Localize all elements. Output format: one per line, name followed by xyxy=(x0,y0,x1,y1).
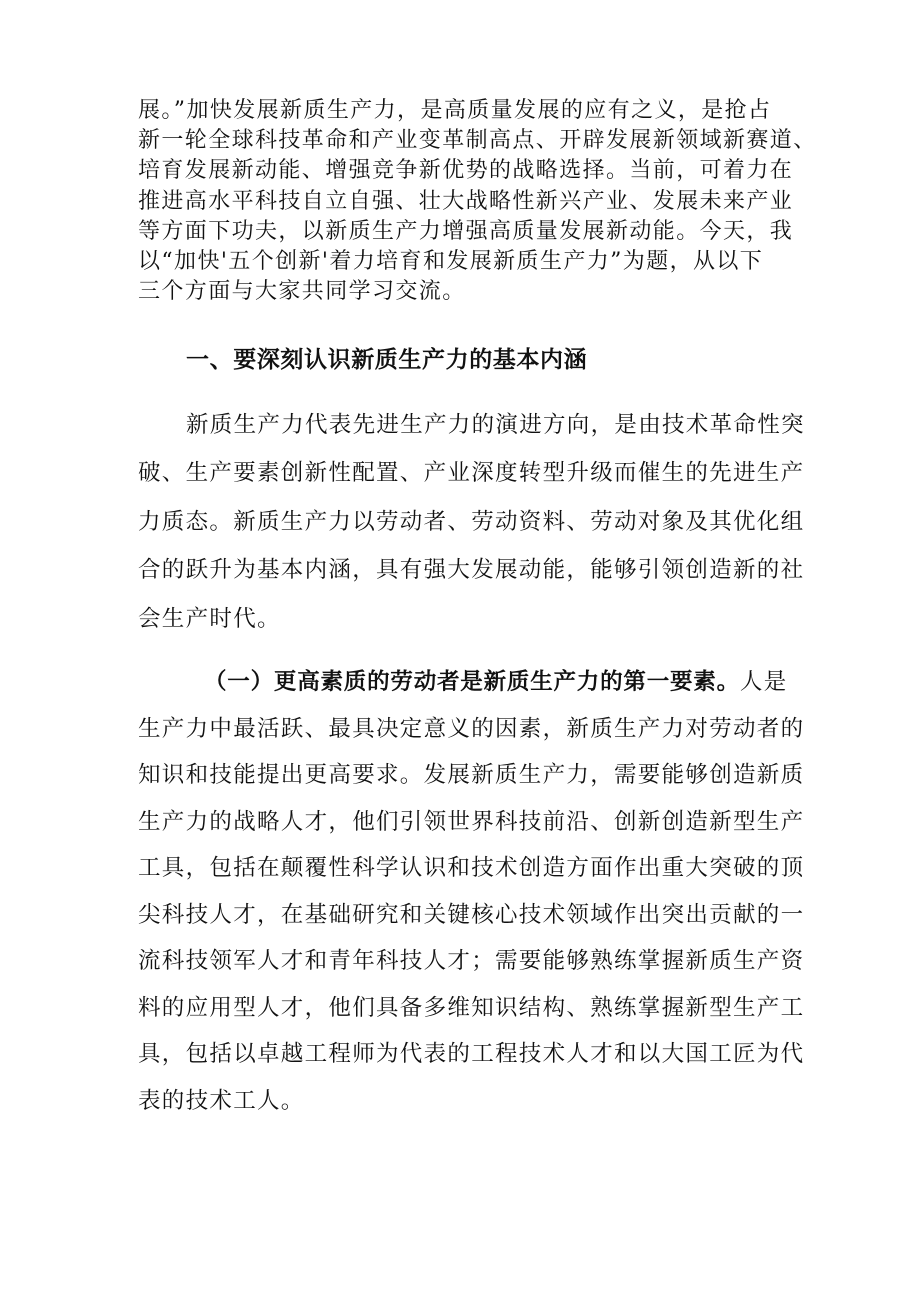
paragraph-line: 具，包括以卓越工程师为代表的工程技术人才和以大国工匠为代 xyxy=(138,1041,805,1067)
paragraph-line: 料的应用型人才，他们具备多维知识结构、熟练掌握新型生产工 xyxy=(138,994,805,1021)
lead-line-rest: 人是 xyxy=(739,669,788,695)
paragraph-line: 知识和技能提出更高要求。发展新质生产力，需要能够创造新质 xyxy=(138,762,805,788)
intro-line: 新一轮全球科技革命和产业变革制高点、开辟发展新领域新赛道、 xyxy=(138,128,817,154)
subsection-heading: （一）更高素质的劳动者是新质生产力的第一要素。 xyxy=(204,669,740,695)
intro-paragraph xyxy=(138,96,828,307)
intro-line: 等方面下功夫，以新质生产力增强高质量发展新动能。今天，我 xyxy=(138,218,794,244)
intro-line: 展。”加快发展新质生产力，是高质量发展的应有之义，是抢占 xyxy=(138,98,772,123)
paragraph-line: 生产力的战略人才，他们引领世界科技前沿、创新创造新型生产 xyxy=(138,808,805,835)
paragraph-line: 表的技术工人。 xyxy=(138,1087,305,1114)
paragraph-lead-line xyxy=(138,659,798,706)
paragraph-basic-connotation xyxy=(138,401,805,643)
paragraph-line: 生产力中最活跃、最具决定意义的因素，新质生产力对劳动者的 xyxy=(138,715,805,742)
intro-line: 培育发展新动能、增强竞争新优势的战略选择。当前，可着力在 xyxy=(138,158,794,184)
paragraph-line: 新质生产力代表先进生产力的演进方向，是由技术革命性突 xyxy=(186,412,805,438)
paragraph-labor-element xyxy=(138,659,805,1124)
paragraph-line: 流科技领军人才和青年科技人才；需要能够熟练掌握新质生产资 xyxy=(138,948,805,974)
paragraph-line: 会生产时代。 xyxy=(138,605,281,632)
paragraph-line: 工具，包括在颠覆性科学认识和技术创造方面作出重大突破的顶 xyxy=(138,855,805,881)
paragraph-line: 合的跃升为基本内涵，具有强大发展动能，能够引领创造新的社 xyxy=(138,557,805,584)
paragraph-line: 尖科技人才，在基础研究和关键核心技术领域作出突出贡献的一 xyxy=(138,901,805,928)
section-heading: 一、要深刻认识新质生产力的基本内涵 xyxy=(186,347,588,373)
intro-line: 三个方面与大家共同学习交流。 xyxy=(138,279,466,305)
intro-line: 以“加快'五个创新'着力培育和发展新质生产力”为题，从以下 xyxy=(138,249,764,275)
paragraph-line: 力质态。新质生产力以劳动者、劳动资料、劳动对象及其优化组 xyxy=(138,508,805,535)
intro-line: 推进高水平科技自立自强、壮大战略性新兴产业、发展未来产业 xyxy=(138,188,794,214)
paragraph-line: 破、生产要素创新性配置、产业深度转型升级而催生的先进生产 xyxy=(138,460,805,487)
